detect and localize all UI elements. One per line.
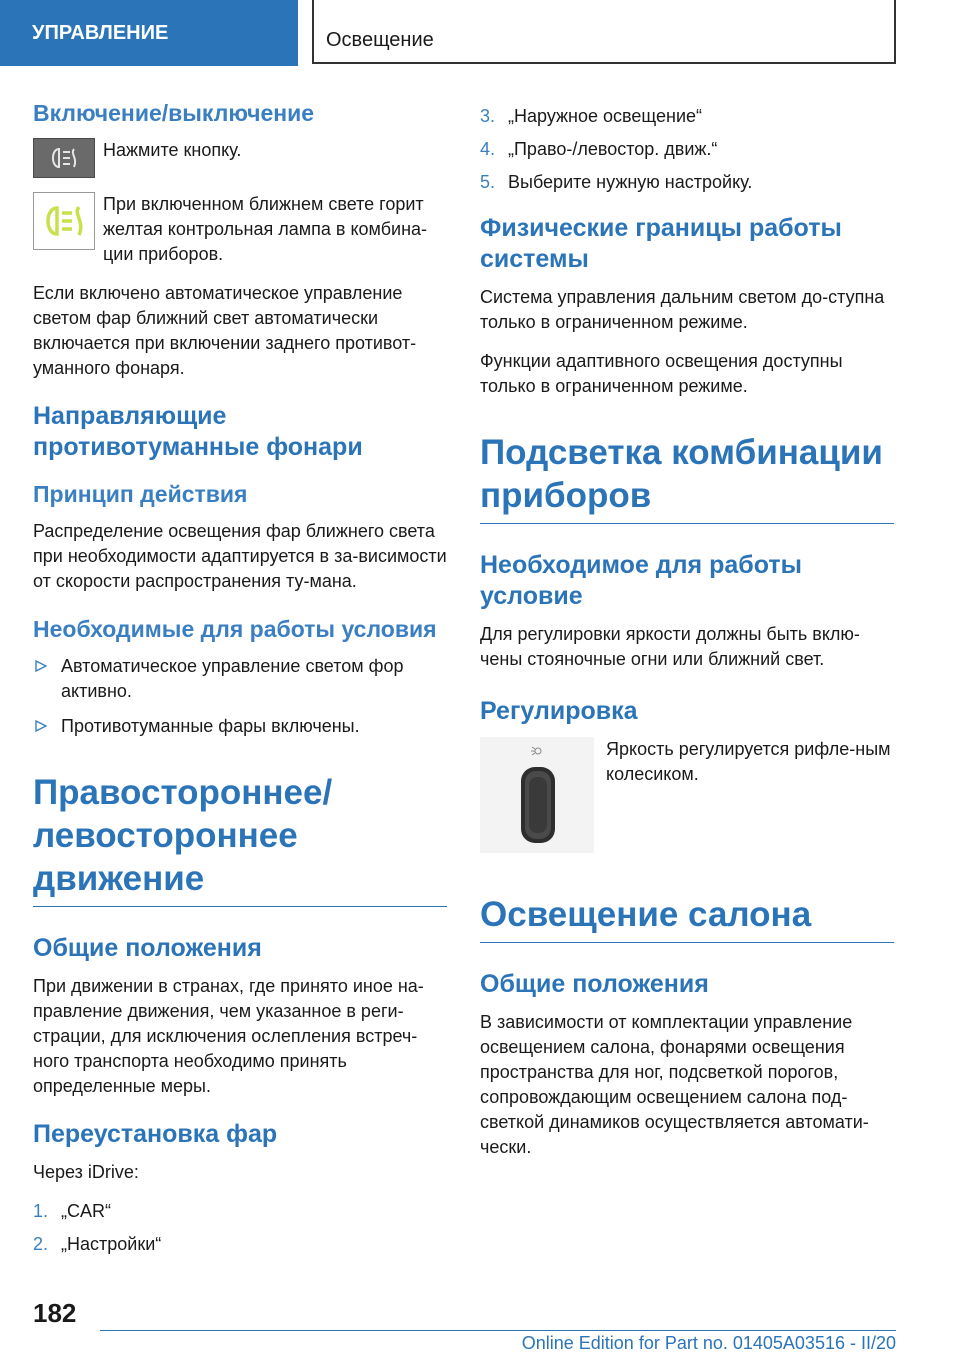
right-column [480,104,894,1174]
section-title: Освещение [326,29,434,51]
dimmer-wheel-image [480,737,594,853]
left-column [33,98,447,1275]
principle-heading: Принцип действия [33,481,248,507]
requirement-heading: Необходимое для работы условие [480,551,802,610]
interior-heading: Освещение салона [480,893,894,943]
fog-heading: Направляющие противотуманные фонари [33,402,363,461]
list-item: Противотуманные фары включены. [33,714,447,739]
limits-text-2: Функции адаптивного освещения доступны только в ограниченном режиме. [480,351,843,396]
indicator-text: При включенном ближнем свете горит желтая контрольная лампа в комбина-ции приборов. [103,194,428,264]
conditions-heading: Необходимые для работы условия [33,616,437,642]
auto-text: Если включено автоматическое управление светом фар ближний свет автоматически включается при включении заднего противот-уманного фонаря. [33,283,417,378]
list-item: 1. „CAR“ [33,1201,111,1221]
interior-general-text: В зависимости от комплектации управление освещением салона, фонарями освещения пространства для ног, подсветкой порогов, сопровождающим освещением салона под-светкой динамиков осуществляется автомати-чески. [480,1012,869,1157]
cluster-heading: Подсветка комбинации приборов [480,431,894,524]
list-item: 5. Выберите нужную настройку. [480,172,753,192]
list-item: Автоматическое управление светом фор активно. [33,654,447,704]
limits-heading: Физические границы работы системы [480,214,842,273]
regulation-row [480,737,894,853]
fog-light-button-icon [33,138,95,178]
steps-list-right [480,104,894,195]
adjust-heading: Переустановка фар [33,1120,278,1148]
principle-text: Распределение освещения фар ближнего света при необходимости адаптируется в за-висимости от скорости распространения ту-мана. [33,521,447,591]
steps-list-left [33,1199,447,1257]
page-header [0,0,960,66]
page-number: 182 [33,1298,77,1328]
chapter-tab: УПРАВЛЕНИЕ [0,0,298,66]
regulation-text: Яркость регулируется рифле-ным колесиком. [606,739,891,784]
footer-edition: Online Edition for Part no. 01405A03516 - II/20 [521,1333,896,1353]
traffic-heading: Правостороннее/ левостороннее движение [33,771,447,907]
limits-text-1: Система управления дальним светом до-ступна только в ограниченном режиме. [480,287,885,332]
list-item: 4. „Право-/левостор. движ.“ [480,139,718,159]
requirement-text: Для регулировки яркости должны быть вклю-чены стояночные огни или ближний свет. [480,624,860,669]
fog-indicator-icon [33,192,95,250]
interior-general-heading: Общие положения [480,970,709,998]
regulation-heading: Регулировка [480,697,638,725]
list-item: 3. „Наружное освещение“ [480,106,703,126]
indicator-row [33,192,447,267]
press-button-text: Нажмите кнопку. [103,140,242,160]
triangle-bullet-icon [35,720,47,732]
general-heading: Общие положения [33,934,262,962]
triangle-bullet-icon [35,660,47,672]
general-text: При движении в странах, где принято иное на-правление движения, чем указанное в реги-страции, для исключения ослепления встреч-ного транспорта необходимо принять определенные меры. [33,976,424,1096]
list-item: 2. „Настройки“ [33,1234,162,1254]
conditions-list [33,654,447,739]
via-idrive-text: Через iDrive: [33,1162,139,1182]
onoff-heading: Включение/выключение [33,100,315,126]
press-button-row [33,138,447,178]
